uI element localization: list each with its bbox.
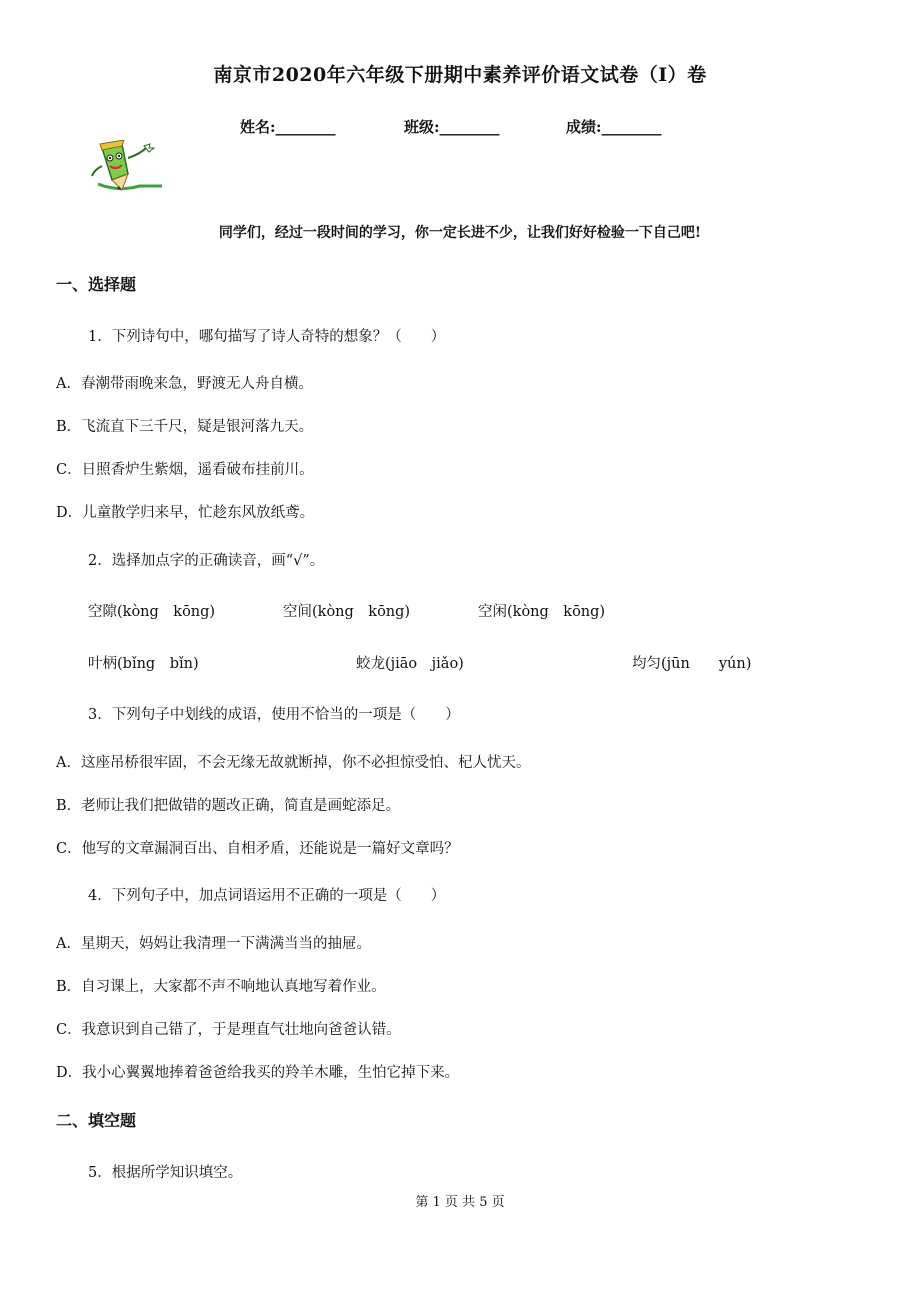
- question-1-option-d: D．儿童散学归来早，忙趁东风放纸鸢。: [56, 505, 315, 521]
- question-4-option-b: B．自习课上，大家都不声不响地认真地写着作业。: [56, 979, 386, 995]
- question-3-option-c: C．他写的文章漏洞百出、自相矛盾，还能说是一篇好文章吗？: [56, 841, 459, 857]
- page-title: 南京市2020年六年级下册期中素养评价语文试卷（I）卷: [213, 64, 707, 86]
- question-1-option-a: A．春潮带雨晚来急，野渡无人舟自横。: [56, 376, 313, 392]
- question-2-stem: 2．选择加点字的正确读音，画“√”。: [88, 553, 325, 569]
- pencil-mascot-icon: [88, 140, 168, 204]
- greeting-text: 同学们，经过一段时间的学习，你一定长进不少，让我们好好检验一下自己吧!: [218, 225, 702, 241]
- name-field-label: 姓名:________: [240, 118, 336, 136]
- question-2-pinyin-item: 空隙(kòng kōng): [88, 604, 216, 620]
- question-2-pinyin-item: 空闲(kòng kōng): [478, 604, 606, 620]
- section-fill-title: 二、填空题: [56, 1111, 137, 1130]
- question-2-pinyin-item: 空间(kòng kōng): [283, 604, 411, 620]
- question-2-pinyin-item: 均匀(jūn yún): [632, 656, 752, 672]
- question-2-pinyin-item: 蛟龙(jiāo jiǎo): [356, 656, 464, 672]
- question-4-stem: 4．下列句子中，加点词语运用不正确的一项是（ ）: [88, 888, 446, 904]
- question-4-option-a: A．星期天，妈妈让我清理一下满满当当的抽屉。: [56, 936, 371, 952]
- question-1-option-c: C．日照香炉生紫烟，遥看破布挂前川。: [56, 462, 314, 478]
- question-1-option-b: B．飞流直下三千尺，疑是银河落九天。: [56, 419, 314, 435]
- question-2-pinyin-item: 叶柄(bǐng bǐn): [88, 656, 199, 672]
- class-field-label: 班级:________: [404, 118, 500, 136]
- section-choice-title: 一、选择题: [56, 275, 137, 294]
- question-5-stem: 5．根据所学知识填空。: [88, 1165, 243, 1181]
- question-3-stem: 3．下列句子中划线的成语，使用不恰当的一项是（ ）: [88, 707, 460, 723]
- question-3-option-b: B．老师让我们把做错的题改正确，简直是画蛇添足。: [56, 798, 401, 814]
- question-1-stem: 1．下列诗句中，哪句描写了诗人奇特的想象？（ ）: [88, 329, 446, 345]
- question-4-option-c: C．我意识到自己错了，于是理直气壮地向爸爸认错。: [56, 1022, 401, 1038]
- question-4-option-d: D．我小心翼翼地捧着爸爸给我买的羚羊木雕，生怕它掉下来。: [56, 1065, 460, 1081]
- question-3-option-a: A．这座吊桥很牢固，不会无缘无故就断掉，你不必担惊受怕、杞人忧天。: [56, 755, 531, 771]
- page-footer: 第 1 页 共 5 页: [415, 1195, 505, 1210]
- score-field-label: 成绩:________: [566, 118, 662, 136]
